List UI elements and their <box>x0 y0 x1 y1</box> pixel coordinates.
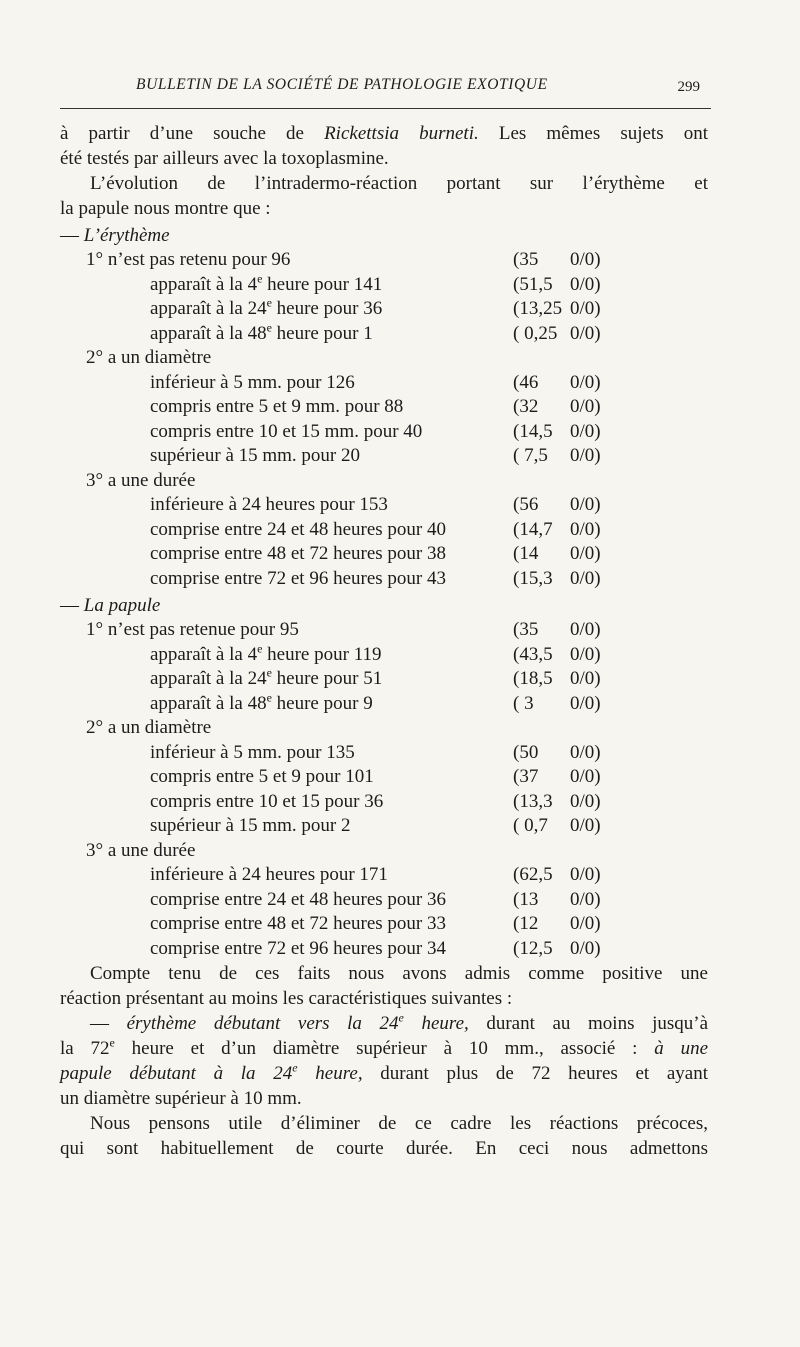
row-label: inférieur à 5 mm. pour 135 <box>150 741 355 763</box>
row-unit: 0/0) <box>570 567 601 589</box>
row-unit: 0/0) <box>570 888 601 910</box>
result-row <box>60 395 708 420</box>
row-percentage: (12 <box>513 913 539 934</box>
row-label: compris entre 5 et 9 pour 101 <box>150 766 374 787</box>
paragraph-line: la 72e heure et d’un diamètre supérieur à 10 mm., associé : à une <box>60 1035 709 1059</box>
row-label: compris entre 5 et 9 mm. pour 88 <box>150 396 404 417</box>
papule-list <box>60 618 708 961</box>
body-text <box>60 121 708 1161</box>
result-row <box>60 273 708 298</box>
row-percentage: (50 <box>513 741 539 763</box>
paragraph-line: réaction présentant au moins les caractéristiques suivantes : <box>60 988 513 1009</box>
row-percentage: (62,5 <box>513 864 553 885</box>
row-percentage: (13 <box>513 888 539 910</box>
row-label: 1° n’est pas retenu pour 96 <box>86 249 291 270</box>
result-row <box>60 322 708 347</box>
result-row <box>60 839 708 864</box>
row-label: 3° a une durée <box>86 839 196 861</box>
row-unit: 0/0) <box>570 518 601 540</box>
result-row <box>60 469 708 494</box>
row-unit: 0/0) <box>570 864 601 885</box>
result-row <box>60 765 708 790</box>
row-label: 3° a une durée <box>86 469 196 491</box>
row-unit: 0/0) <box>570 322 601 344</box>
running-header <box>60 76 710 100</box>
row-label: supérieur à 15 mm. pour 2 <box>150 815 351 836</box>
row-label: apparaît à la 4e heure pour 119 <box>150 641 382 665</box>
row-unit: 0/0) <box>570 913 601 934</box>
paragraph-line: la papule nous montre que : <box>60 198 271 219</box>
row-unit: 0/0) <box>570 420 601 442</box>
result-row <box>60 790 708 815</box>
result-row <box>60 567 708 592</box>
result-row <box>60 371 708 396</box>
row-unit: 0/0) <box>570 371 601 393</box>
result-row <box>60 937 708 962</box>
row-percentage: (46 <box>513 371 539 393</box>
row-percentage: (35 <box>513 619 539 640</box>
row-percentage: ( 0,25 <box>513 322 558 344</box>
row-percentage: (14,7 <box>513 518 553 540</box>
erytheme-list <box>60 248 708 591</box>
journal-title: BULLETIN DE LA SOCIÉTÉ DE PATHOLOGIE EXOTIQUE <box>136 76 548 93</box>
row-percentage: (15,3 <box>513 567 553 589</box>
row-unit: 0/0) <box>570 937 601 959</box>
result-row <box>60 912 708 937</box>
row-unit: 0/0) <box>570 815 601 836</box>
row-percentage: (51,5 <box>513 273 553 295</box>
row-unit: 0/0) <box>570 692 601 714</box>
result-row <box>60 814 708 839</box>
row-unit: 0/0) <box>570 668 601 689</box>
row-label: comprise entre 72 et 96 heures pour 34 <box>150 937 446 959</box>
header-rule <box>60 108 711 109</box>
row-percentage: (14,5 <box>513 420 553 442</box>
row-percentage: (13,3 <box>513 790 553 812</box>
row-label: inférieure à 24 heures pour 153 <box>150 494 388 515</box>
paragraph-line: qui sont habituellement de courte durée. En ceci nous admettons <box>60 1138 708 1159</box>
paragraph-line: été testés par ailleurs avec la toxoplasmine. <box>60 148 389 169</box>
paragraph-line: à partir d’une souche de Rickettsia burneti. Les mêmes sujets ont <box>60 123 708 144</box>
row-percentage: (35 <box>513 249 539 270</box>
row-unit: 0/0) <box>570 543 601 564</box>
result-row <box>60 420 708 445</box>
row-unit: 0/0) <box>570 298 601 319</box>
row-percentage: (56 <box>513 494 539 515</box>
row-percentage: (43,5 <box>513 643 553 665</box>
row-label: apparaît à la 4e heure pour 141 <box>150 271 383 295</box>
row-unit: 0/0) <box>570 273 601 295</box>
row-percentage: (18,5 <box>513 668 553 689</box>
row-percentage: ( 3 <box>513 692 534 714</box>
row-unit: 0/0) <box>570 643 601 665</box>
result-row <box>60 863 708 888</box>
result-row <box>60 618 708 643</box>
row-percentage: ( 7,5 <box>513 445 548 466</box>
row-label: 2° a un diamètre <box>86 347 212 368</box>
paragraph-line: Compte tenu de ces faits nous avons admis comme positive une <box>90 963 708 984</box>
row-label: compris entre 10 et 15 mm. pour 40 <box>150 420 423 442</box>
row-percentage: (37 <box>513 766 539 787</box>
row-unit: 0/0) <box>570 396 601 417</box>
page-number: 299 <box>677 79 700 95</box>
row-label: supérieur à 15 mm. pour 20 <box>150 445 361 466</box>
result-row <box>60 346 708 371</box>
row-label: comprise entre 48 et 72 heures pour 38 <box>150 543 446 564</box>
row-label: comprise entre 24 et 48 heures pour 40 <box>150 518 446 540</box>
row-label: comprise entre 48 et 72 heures pour 33 <box>150 913 446 934</box>
result-row <box>60 542 708 567</box>
paragraph-line: un diamètre supérieur à 10 mm. <box>60 1088 302 1109</box>
row-unit: 0/0) <box>570 619 601 640</box>
result-row <box>60 716 708 741</box>
row-unit: 0/0) <box>570 766 601 787</box>
result-row <box>60 667 708 692</box>
row-label: 1° n’est pas retenue pour 95 <box>86 619 299 640</box>
paragraph-line: Nous pensons utile d’éliminer de ce cadre les réactions précoces, <box>90 1113 708 1134</box>
row-percentage: (12,5 <box>513 937 553 959</box>
result-row <box>60 444 708 469</box>
result-row <box>60 741 708 766</box>
result-row <box>60 692 708 717</box>
result-row <box>60 297 708 322</box>
row-unit: 0/0) <box>570 741 601 763</box>
paragraph-line: papule débutant à la 24e heure, durant plus de 72 heures et ayant <box>60 1060 709 1084</box>
row-unit: 0/0) <box>570 790 601 812</box>
section-heading-papule: — La papule <box>60 595 161 616</box>
result-row <box>60 493 708 518</box>
row-label: inférieur à 5 mm. pour 126 <box>150 371 355 393</box>
row-unit: 0/0) <box>570 249 601 270</box>
row-label: apparaît à la 48e heure pour 1 <box>150 320 373 344</box>
result-row <box>60 248 708 273</box>
row-label: comprise entre 24 et 48 heures pour 36 <box>150 888 446 910</box>
row-unit: 0/0) <box>570 494 601 515</box>
paragraph-line: — érythème débutant vers la 24e heure, durant au moins jusqu’à <box>90 1010 708 1034</box>
row-label: apparaît à la 48e heure pour 9 <box>150 690 373 714</box>
result-row <box>60 643 708 668</box>
row-label: inférieure à 24 heures pour 171 <box>150 864 388 885</box>
row-percentage: (14 <box>513 543 539 564</box>
result-row <box>60 518 708 543</box>
row-percentage: (32 <box>513 396 539 417</box>
section-heading-erytheme: — L’érythème <box>60 225 170 246</box>
row-percentage: ( 0,7 <box>513 815 548 836</box>
row-label: 2° a un diamètre <box>86 717 212 738</box>
row-label: comprise entre 72 et 96 heures pour 43 <box>150 567 446 589</box>
result-row <box>60 888 708 913</box>
row-label: compris entre 10 et 15 pour 36 <box>150 790 384 812</box>
row-label: apparaît à la 24e heure pour 51 <box>150 665 383 689</box>
row-unit: 0/0) <box>570 445 601 466</box>
row-label: apparaît à la 24e heure pour 36 <box>150 295 383 319</box>
paragraph-line: L’évolution de l’intradermo-réaction portant sur l’érythème et <box>90 173 708 194</box>
row-percentage: (13,25 <box>513 298 563 319</box>
